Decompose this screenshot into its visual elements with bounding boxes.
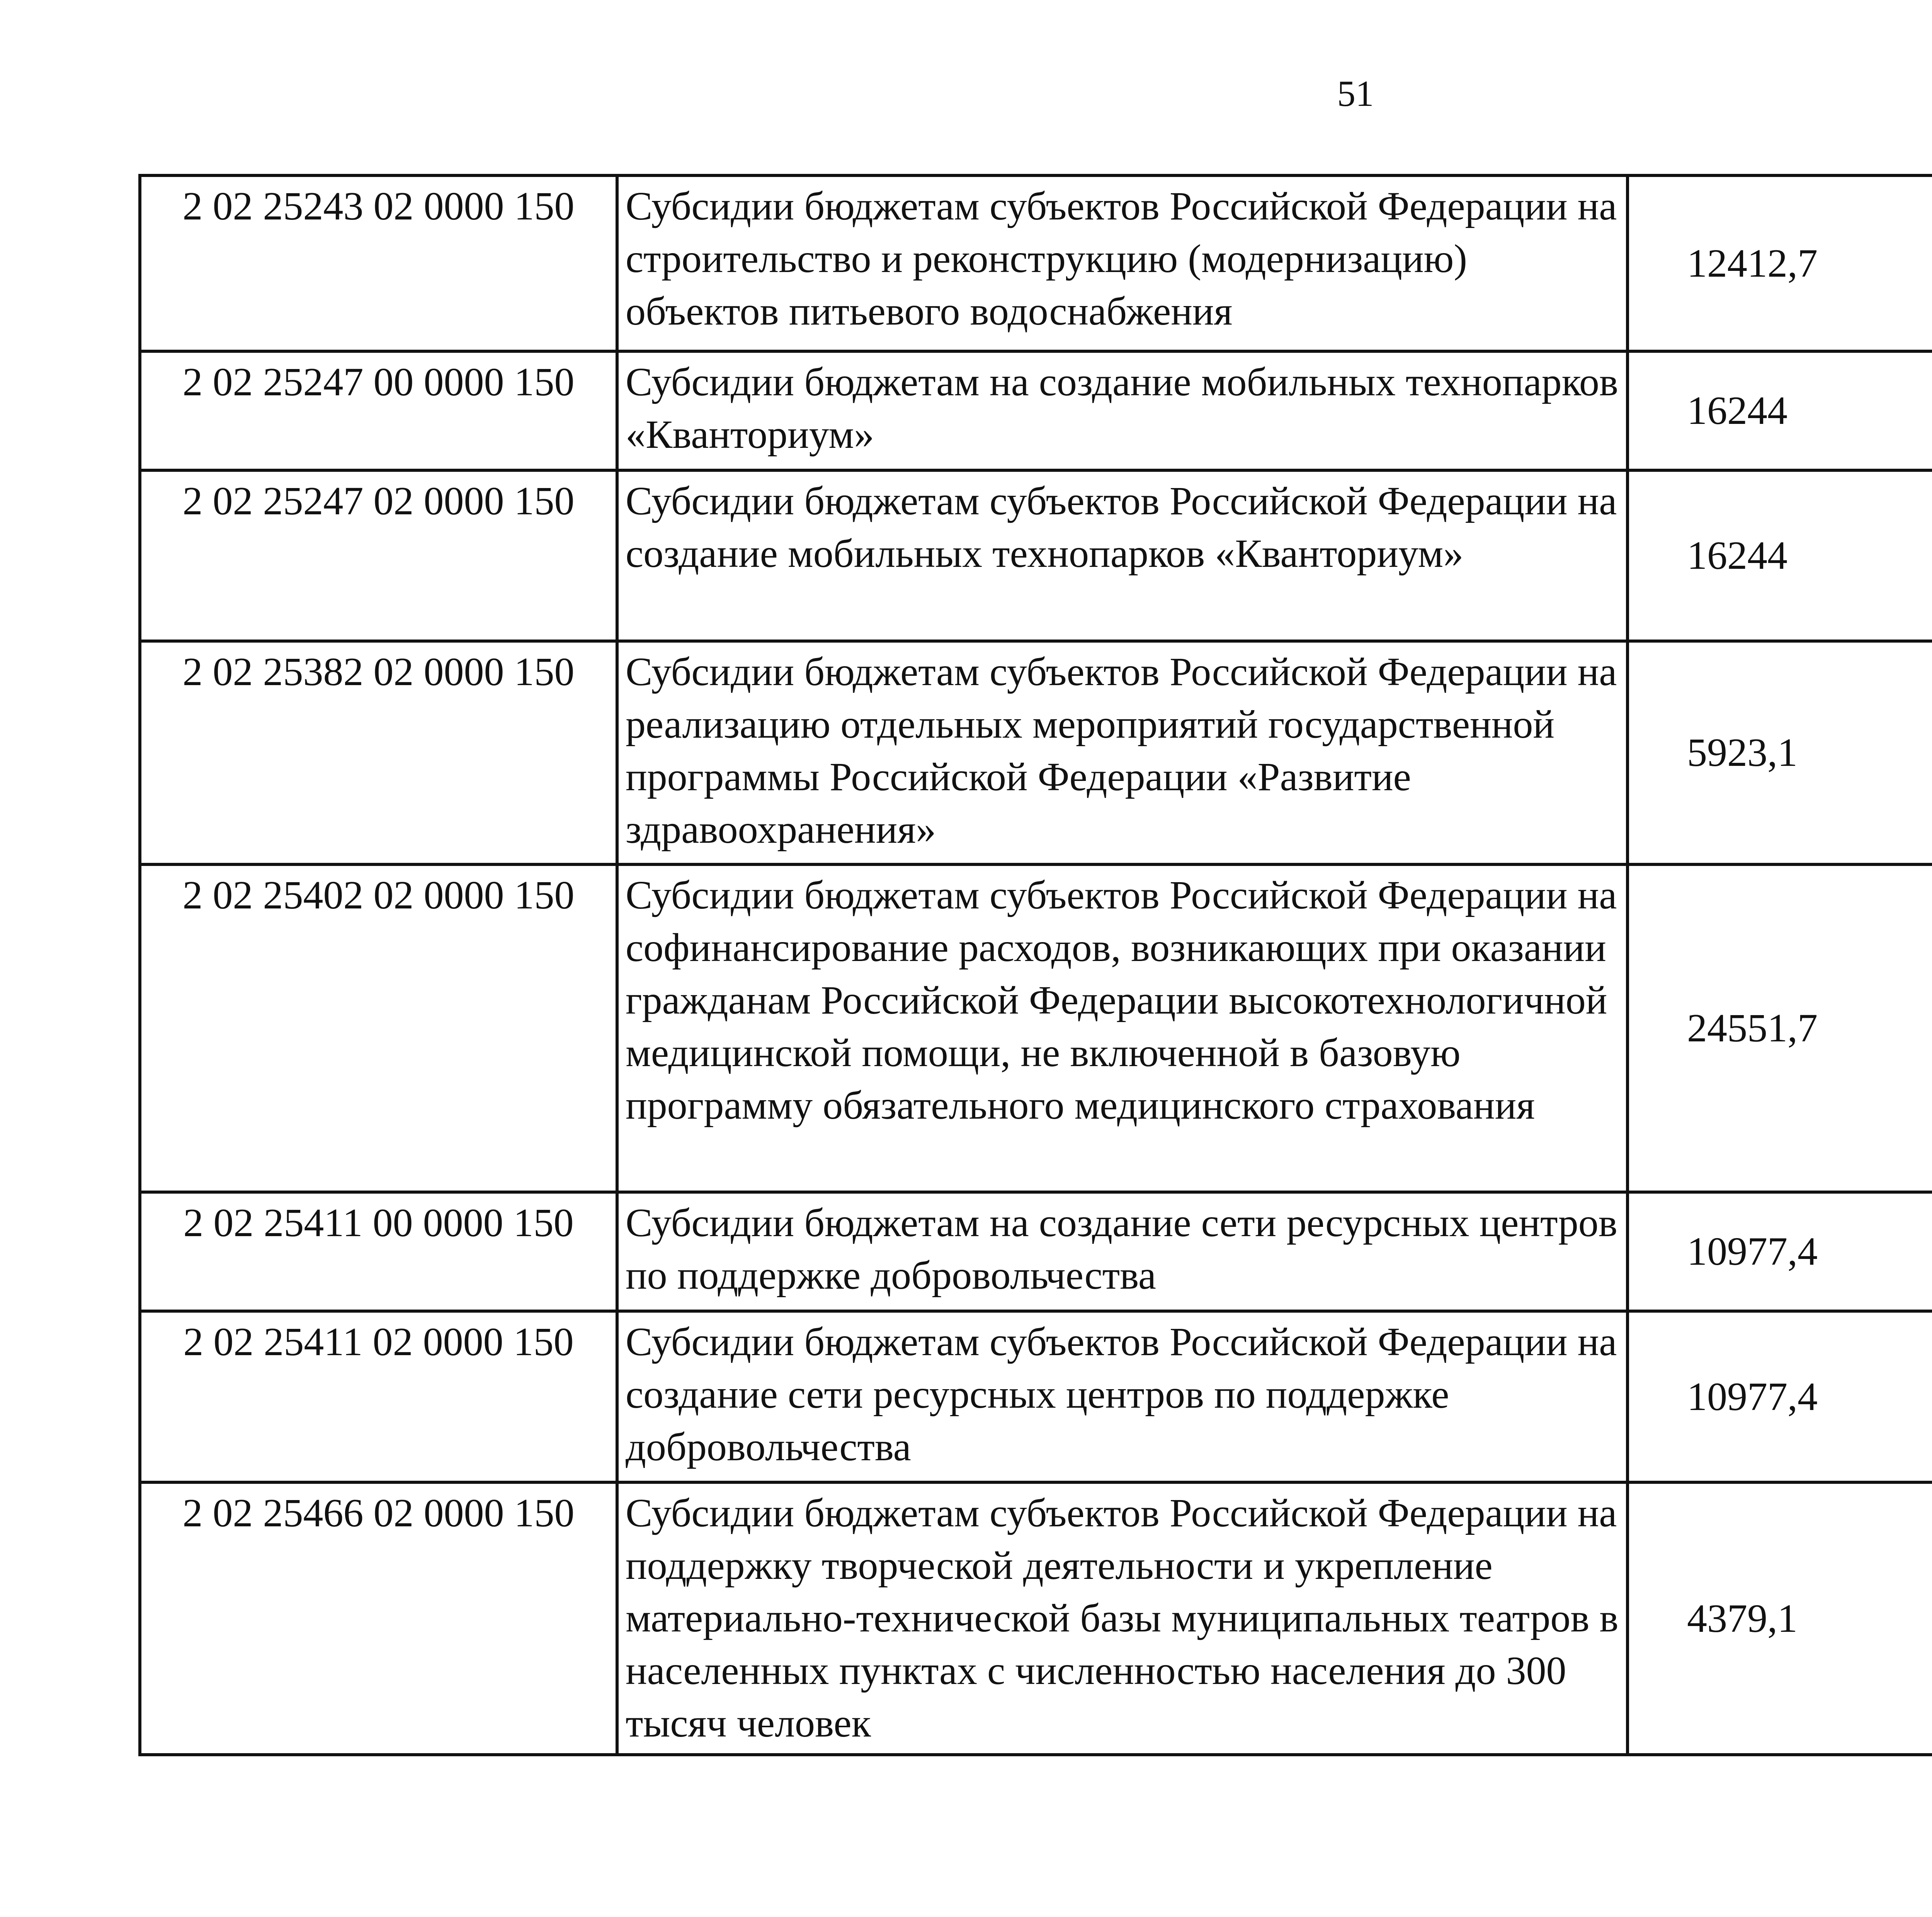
budget-code-cell: 2 02 25247 02 0000 150 [140,470,617,641]
amount-cell: 5923,1 [1628,641,1932,864]
description-cell: Субсидии бюджетам на создание мобильных технопарков «Кванториум» [617,351,1628,470]
budget-code-cell: 2 02 25411 00 0000 150 [140,1192,617,1311]
description-cell: Субсидии бюджетам субъектов Российской Федерации на софинансирование расходов, возникающих при оказании гражданам Российской Федерации высокотехнологичной медицинской помощи, не включенной в базовую программу обязательного медицинского страхования [617,864,1628,1192]
budget-code-cell: 2 02 25411 02 0000 150 [140,1311,617,1482]
table-row [140,641,1932,864]
description-cell: Субсидии бюджетам субъектов Российской Федерации на реализацию отдельных мероприятий государственной программы Российской Федерации «Развитие здравоохранения» [617,641,1628,864]
amount-cell: 4379,1 [1628,1482,1932,1755]
amount-cell: 12412,7 [1628,175,1932,351]
budget-table [138,174,1932,1756]
page-number: 51 [1337,73,1374,114]
table-row [140,864,1932,1192]
amount-cell: 16244 [1628,470,1932,641]
budget-code-cell: 2 02 25243 02 0000 150 [140,175,617,351]
budget-code-cell: 2 02 25402 02 0000 150 [140,864,617,1192]
table-row [140,1482,1932,1755]
description-cell: Субсидии бюджетам субъектов Российской Федерации на создание сети ресурсных центров по поддержке добровольчества [617,1311,1628,1482]
table-row [140,1192,1932,1311]
table-row [140,1311,1932,1482]
description-cell: Субсидии бюджетам субъектов Российской Федерации на поддержку творческой деятельности и укрепление материально-технической базы муниципальных театров в населенных пунктах с численностью населения до 300 тысяч человек [617,1482,1628,1755]
table-row [140,351,1932,470]
amount-cell: 24551,7 [1628,864,1932,1192]
table-row [140,470,1932,641]
amount-cell: 16244 [1628,351,1932,470]
description-cell: Субсидии бюджетам на создание сети ресурсных центров по поддержке добровольчества [617,1192,1628,1311]
description-cell: Субсидии бюджетам субъектов Российской Федерации на строительство и реконструкцию (модернизацию) объектов питьевого водоснабжения [617,175,1628,351]
description-cell: Субсидии бюджетам субъектов Российской Федерации на создание мобильных технопарков «Кванториум» [617,470,1628,641]
budget-code-cell: 2 02 25466 02 0000 150 [140,1482,617,1755]
amount-cell: 10977,4 [1628,1311,1932,1482]
budget-code-cell: 2 02 25382 02 0000 150 [140,641,617,864]
table-row [140,175,1932,351]
amount-cell: 10977,4 [1628,1192,1932,1311]
budget-code-cell: 2 02 25247 00 0000 150 [140,351,617,470]
